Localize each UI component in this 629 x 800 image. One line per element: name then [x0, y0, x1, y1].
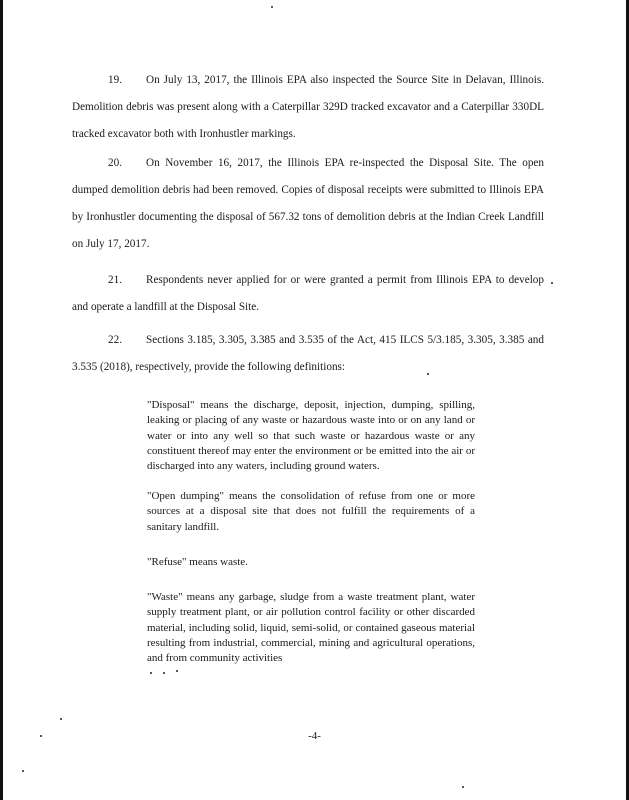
- paragraph-number: 19.: [108, 74, 122, 86]
- definition-open-dumping: [147, 489, 475, 535]
- paragraph-text: Sections 3.185, 3.305, 3.385 and 3.535 of the Act, 415 ILCS 5/3.185, 3.305, 3.385 and 3.535 (2018), respectively, provide the following definitions:: [72, 334, 544, 373]
- paragraph-number: 20.: [108, 157, 122, 169]
- scan-speck: [427, 373, 429, 375]
- scan-speck: [271, 6, 273, 8]
- paragraph-text: On July 13, 2017, the Illinois EPA also inspected the Source Site in Delavan, Illinois. Demolition debris was present along with a Caterpillar 329D tracked excavator and a Caterpillar 330DL tracked excavator both with Ironhustler markings.: [72, 74, 544, 140]
- paragraph-20: [72, 150, 544, 258]
- scan-speck: [60, 718, 62, 720]
- paragraph-19: [72, 67, 544, 148]
- paragraph-number: 22.: [108, 334, 122, 346]
- definition-text: "Open dumping" means the consolidation of refuse from one or more sources at a disposal site that does not fulfill the requirements of a sanitary landfill.: [147, 490, 475, 533]
- scan-speck: [40, 735, 42, 737]
- scan-border-left: [0, 0, 3, 800]
- scan-speck: [163, 672, 165, 674]
- paragraph-number: 21.: [108, 274, 122, 286]
- definition-disposal: [147, 398, 475, 474]
- paragraph-21: [72, 267, 544, 321]
- scan-speck: [22, 770, 24, 772]
- paragraph-text: On November 16, 2017, the Illinois EPA re-inspected the Disposal Site. The open dumped demolition debris had been removed. Copies of disposal receipts were submitted to Illinois EPA by Ironhustler documenting the disposal of 567.32 tons of demolition debris at the Indian Creek Landfill on July 17, 2017.: [72, 157, 544, 250]
- paragraph-text: Respondents never applied for or were granted a permit from Illinois EPA to develop and operate a landfill at the Disposal Site.: [72, 274, 544, 313]
- definition-refuse: [147, 555, 475, 570]
- scan-speck: [176, 670, 178, 672]
- definition-text: "Refuse" means waste.: [147, 556, 248, 568]
- paragraph-22: [72, 327, 544, 381]
- definition-waste: [147, 590, 475, 666]
- scan-speck: [150, 672, 152, 674]
- definition-text: "Disposal" means the discharge, deposit, injection, dumping, spilling, leaking or placing of any waste or hazardous waste into or on any land or water or into any well so that such waste or hazardous waste or any constituent thereof may enter the environment or be emitted into the air or discharged into any waters, including ground waters.: [147, 399, 475, 473]
- definition-text: "Waste" means any garbage, sludge from a waste treatment plant, water supply treatment plant, or air pollution control facility or other discarded material, including solid, liquid, semi-solid, or contained gaseous material resulting from industrial, commercial, mining and agricultural operations, and from community activities: [147, 591, 475, 665]
- scan-speck: [462, 786, 464, 788]
- page-number: -4-: [308, 730, 321, 742]
- scan-speck: [551, 282, 553, 284]
